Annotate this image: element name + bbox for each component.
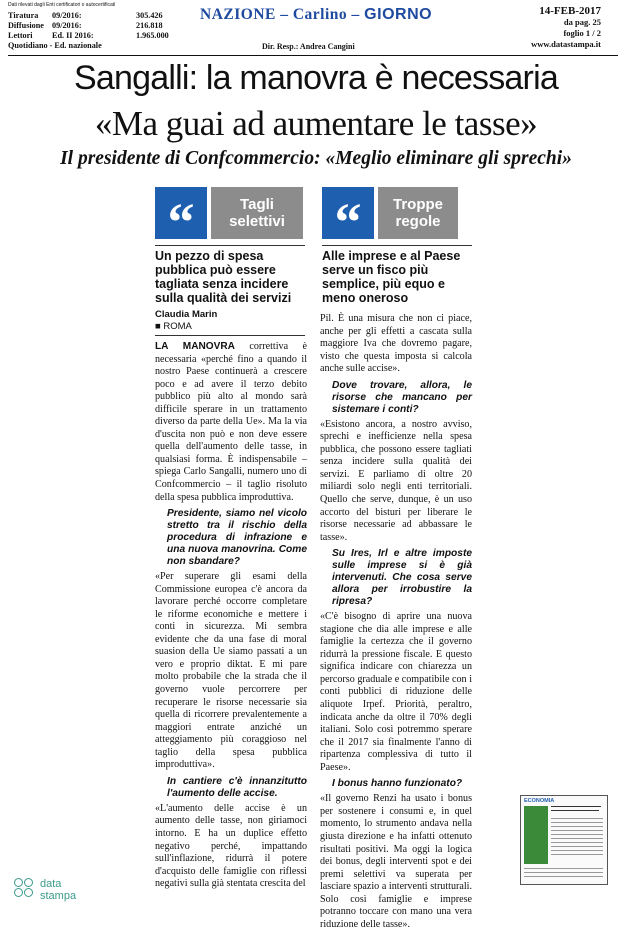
thumbnail-section: ECONOMIA	[524, 798, 555, 804]
paragraph: «L'aumento delle accise è un aumento delle tasse, non giriamoci intorno. E ha un duplice effetto negativo perché, impattando sull'inflazione, ridurrà il potere d'acquisto delle famiglie con riflessi negativi sulla già stentata crescita del	[155, 802, 307, 890]
divider	[155, 335, 305, 336]
director-line: Dir. Resp.: Andrea Cangini	[262, 42, 355, 51]
stat-row: Lettori Ed. II 2016: 1.965.000	[8, 31, 169, 40]
site-link[interactable]: www.datastampa.it	[531, 39, 601, 49]
badge-tagli-selettivi	[155, 187, 303, 252]
thumbnail-line	[551, 834, 603, 835]
logo-mark-icon	[14, 878, 34, 898]
masthead	[0, 0, 632, 58]
thumbnail-line	[551, 806, 601, 807]
page-ref: da pag. 25	[563, 17, 601, 27]
interview-question: Presidente, siamo nel vicolo stretto tra il rischio della procedura di infrazione e una nuova manovrina. Come non sbandare?	[167, 508, 307, 568]
headline-line-1: Sangalli: la manovra è necessaria	[74, 59, 558, 97]
quote-icon: “	[322, 187, 374, 239]
thumbnail-line	[551, 822, 603, 823]
paragraph: Pil. È una misura che non ci piace, anche per gli effetti a cascata sulla maggiore Iva che dovremo pagare, visto che questa imposta si calcola anche sulle accise».	[320, 313, 472, 375]
deck-right: Alle imprese e al Paese serve un fisco più semplice, più equo e meno oneroso	[322, 249, 461, 305]
lead-in: LA MANOVRA	[155, 341, 235, 352]
quote-icon: “	[155, 187, 207, 239]
dateline: ■ ROMA	[155, 321, 192, 332]
thumbnail-line	[551, 846, 603, 847]
divider	[322, 245, 472, 246]
interview-question: Dove trovare, allora, le risorse che mancano per sistemare i conti?	[332, 379, 472, 415]
article-column-2	[320, 313, 472, 931]
thumbnail-photo	[524, 806, 548, 864]
thumbnail-line	[551, 818, 603, 819]
thumbnail-line	[524, 868, 603, 869]
badge-troppe-regole	[322, 187, 458, 252]
masthead-rule	[8, 55, 618, 56]
badge-label: Troppe regole	[378, 187, 458, 239]
edition-label: Quotidiano - Ed. nazionale	[8, 41, 102, 50]
sheet-ref: foglio 1 / 2	[563, 28, 601, 38]
byline	[155, 309, 217, 333]
thumbnail-line	[551, 830, 603, 831]
badge-label: Tagli selettivi	[211, 187, 303, 239]
thumbnail-line	[524, 872, 603, 873]
interview-question: I bonus hanno funzionato?	[332, 778, 463, 790]
interview-question: Su Ires, Irl e altre imposte sulle imprese si è già intervenuti. Che cosa serve allora per irrobustire la ripresa?	[332, 548, 472, 608]
thumbnail-line	[551, 854, 603, 855]
paragraph: «Esistono ancora, a nostro avviso, sprechi e inefficienze nella spesa pubblica, che possono essere tagliati senza incidere sulla qualità dei servizi. E parliamo di oltre 20 miliardi solo negli enti territoriali. Quello che serve, dunque, è un uso accorto del bisturi per liberare le risorse necessarie ad abbassare le tasse».	[320, 418, 472, 543]
stat-row: Tiratura 09/2016: 305.426	[8, 11, 163, 20]
thumbnail-line	[551, 850, 603, 851]
datastampa-logo	[14, 878, 76, 902]
paragraph: LA MANOVRA correttiva è necessaria «perché fino a quando il nostro Paese continuerà a crescere poco e ad avere il terzo debito pubblico più alto al mondo sarà difficile sperare in un trattamento diverso da parte della Ue». Ma la via d'uscita non può e non deve essere quella dell'aumento delle tasse, in qualsiasi forma. È indispensabile – spiega Carlo Sangalli, numero uno di Confcommercio – il taglio risoluto della spesa pubblica improduttiva.	[155, 341, 307, 503]
deck-left: Un pezzo di spesa pubblica può essere tagliata senza incidere sulla qualità dei servizi	[155, 249, 292, 305]
thumbnail-line	[524, 876, 603, 877]
thumbnail-line	[551, 838, 603, 839]
paragraph: «Per superare gli esami della Commissione europea c'è ancora da lavorare perché occorre completare le riforme economiche e mettere i conti in sicurezza. Mi sembra evidente che da una fase di moral suasion della Ue siamo passati a un vero e proprio diktat. E mi pare molto probabile che la strada che il governo vuole percorrere per recuperare le risorse necessarie sia quella di ricorrere prevalentemente a maggiori entrate anziché un atteggiamento più coraggioso nel taglio della spesa pubblica improduttiva».	[155, 571, 307, 771]
issue-date: 14-FEB-2017	[539, 5, 601, 17]
paragraph: «Il governo Renzi ha usato i bonus per sostenere i consumi e, in quel momento, lo strumento andava nella giusta direzione e ha infatti ottenuto risultati positivi. Ma oggi la logica dei bonus, degli interventi spot e dei premi selettivi va superata per lasciare spazio a interventi strutturali. Solo così famiglie e imprese potranno toccare con mano una vera riduzione delle tasse».	[320, 793, 472, 930]
circulation-stats	[8, 11, 169, 51]
source-note: Dati rilevati dagli Enti certificatori o autocertificati	[8, 2, 116, 8]
author-name: Claudia Marin	[155, 309, 218, 320]
subheadline: Il presidente di Confcommercio: «Meglio eliminare gli sprechi»	[60, 148, 572, 169]
logo-text: data stampa	[40, 878, 77, 902]
thumbnail-line	[551, 810, 599, 811]
headline-line-2: «Ma guai ad aumentare le tasse»	[94, 104, 538, 143]
issue-info	[521, 6, 601, 50]
stat-row: Diffusione 09/2016: 216.818	[8, 21, 163, 30]
page-thumbnail[interactable]	[520, 795, 608, 885]
paragraph: «C'è bisogno di aprire una nuova stagione che dia alle imprese e alle famiglie la certezza che il governo ridurrà la pressione fiscale. E questo significa indicare con chiarezza un percorso graduale e compatibile con i conti pubblici di riduzione delle aliquote Irpef. Priorità, peraltro, indicata anche da oltre il 70% degli italiani. Solo così potremmo sperare che il 2017 sia finalmente l'anno di ripartenza complessiva di tutto il Paese».	[320, 611, 472, 773]
thumbnail-line	[551, 842, 603, 843]
interview-question: In cantiere c'è innanzitutto l'aumento delle accise.	[167, 775, 307, 799]
thumbnail-line	[551, 826, 603, 827]
divider	[155, 245, 305, 246]
article-column-1	[155, 341, 307, 891]
publication-name: NAZIONE – Carlino – GIORNO	[200, 6, 433, 23]
